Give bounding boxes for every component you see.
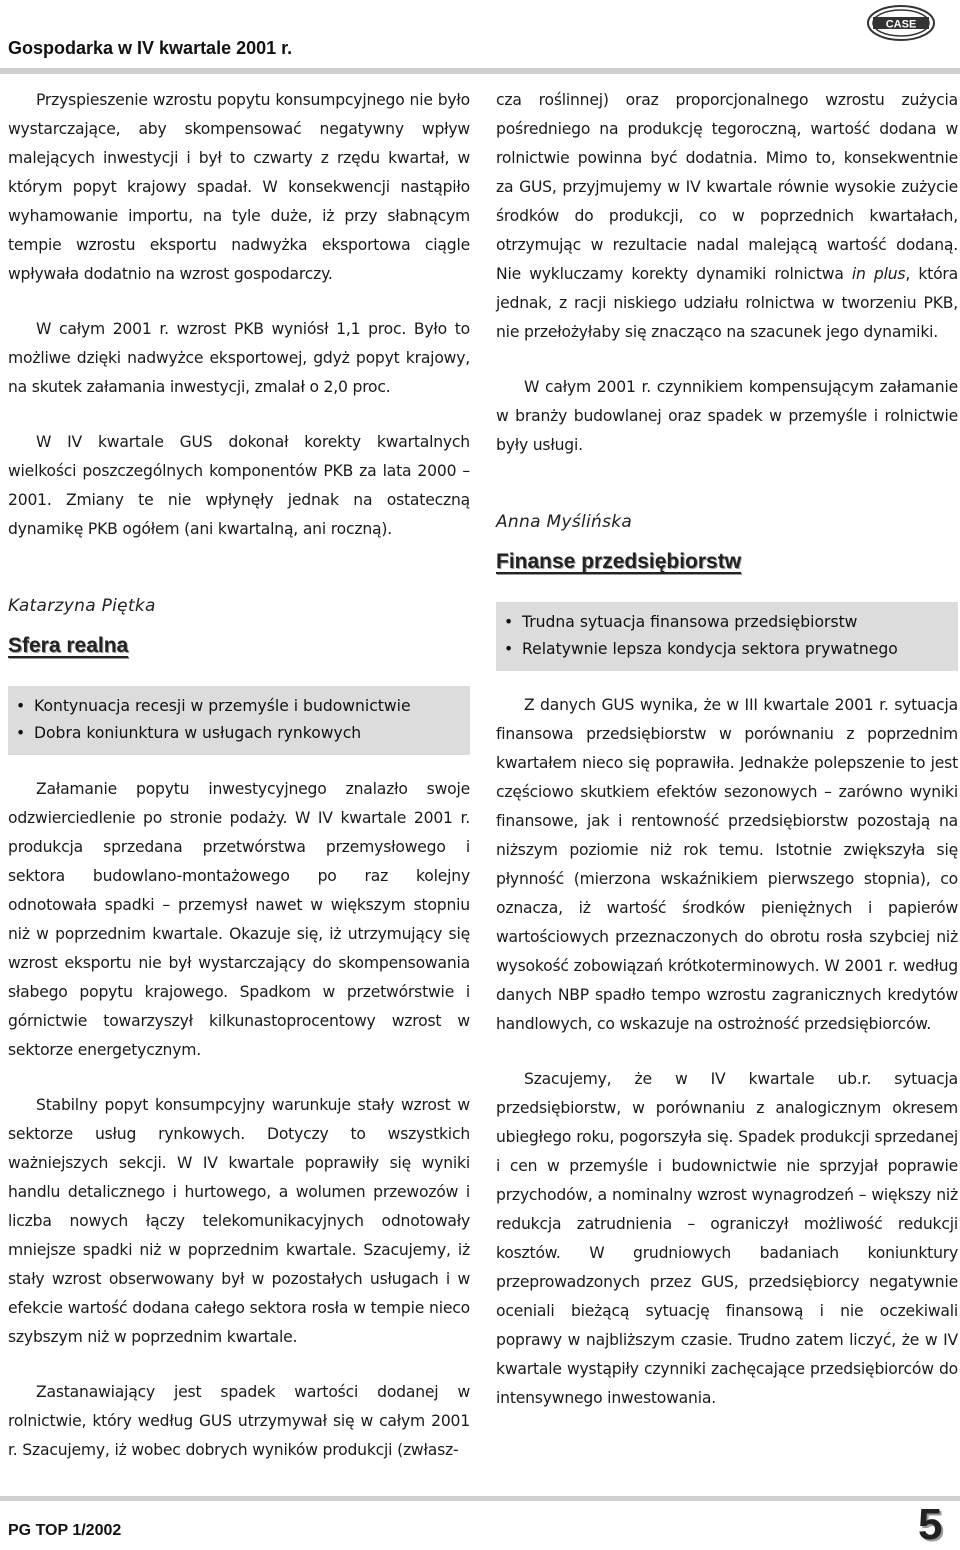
key-points-box [496, 602, 958, 671]
bullet-icon: • [16, 724, 26, 742]
left-paragraph-1: Przyspieszenie wzrostu popytu konsumpcyjnego nie było wystarczające, aby skompensować negatywny wpływ malejących inwestycji i był to czwarty z rzędu kwartał, w którym popyt krajowy spadał. W konsekwencji nastąpiło wyhamowanie importu, na tyle duże, iż przy słabnącym tempie wzrostu eksportu nadwyżka eksportowa ciągle wpływała dodatnio na wzrost gospodarczy. [8, 91, 470, 283]
right-column [496, 86, 958, 1413]
bullet-icon: • [16, 697, 26, 715]
left-paragraph-4: Załamanie popytu inwestycyjnego znalazło swoje odzwierciedlenie po stronie podaży. W IV kwartale 2001 r. produkcja sprzedana przetwórstwa przemysłowego i sektora budowlano-montażowego po raz kolejny odnotowała spadki – przemysł nawet w większym stopniu niż w poprzednim kwartale. Okazuje się, iż utrzymujący się wzrost eksportu nie był wystarczający do skompensowania słabego popytu krajowego. Spadkom w przetwórstwie i górnictwie towarzyszył kilkunastoprocentowy wzrost w sektorze energetycznym. [8, 780, 470, 1059]
running-header-title: Gospodarka w IV kwartale 2001 r. [8, 38, 293, 58]
section-title-sfera-realna: Sfera realna [8, 634, 129, 657]
logo-text: CASE [885, 18, 917, 31]
key-point-item: • Trudna sytuacja finansowa przedsiębiorstw [504, 609, 950, 636]
right-paragraph-4: Szacujemy, że w IV kwartale ub.r. sytuacja przedsiębiorstw, w porównaniu z analogicznym okresem ubiegłego roku, pogorszyła się. Spadek produkcji sprzedanej i cen w przemyśle i budownictwie nie sprzyjał poprawie przychodów, a nominalny wzrost wynagrodzeń – większy niż redukcja zatrudnienia – ograniczył możliwość redukcji kosztów. W grudniowych badaniach koniunktury przeprowadzonych przez GUS, przedsiębiorcy negatywnie oceniali bieżącą sytuację finansową i nie oczekiwali poprawy w najbliższym czasie. Trudno zatem liczyć, że w IV kwartale wystąpiły czynniki zachęcające przedsiębiorców do intensywnego inwestowania. [496, 1070, 958, 1407]
left-paragraph-3: W IV kwartale GUS dokonał korekty kwartalnych wielkości poszczególnych komponentów PKB za lata 2000 – 2001. Zmiany te nie wpłynęły jednak na ostateczną dynamikę PKB ogółem (ani kwartalną, ani roczną). [8, 433, 470, 538]
left-paragraph-2: W całym 2001 r. wzrost PKB wyniósł 1,1 proc. Było to możliwe dzięki nadwyżce eksportowej, gdyż popyt krajowy, na skutek załamania inwestycji, zmalał o 2,0 proc. [8, 320, 470, 396]
key-points-box [8, 686, 470, 755]
key-point-item: • Relatywnie lepsza kondycja sektora prywatnego [504, 636, 950, 663]
left-paragraph-6: Zastanawiający jest spadek wartości dodanej w rolnictwie, który według GUS utrzymywał się w całym 2001 r. Szacujemy, iż wobec dobrych wyników produkcji (zwłasz- [8, 1383, 470, 1459]
publication-label: PG TOP 1/2002 [8, 1522, 122, 1539]
right-paragraph-3: Z danych GUS wynika, że w III kwartale 2001 r. sytuacja finansowa przedsiębiorstw w porównaniu z poprzednim kwartałem nieco się poprawiła. Jednakże polepszenie to jest częściowo skutkiem efektów sezonowych – zarówno wyniki finansowe, jak i rentowność przedsiębiorstw pozostają na niższym poziomie niż rok temu. Istotnie zwiększyła się płynność (mierzona wskaźnikiem pierwszego stopnia), co oznacza, iż wartość środków pieniężnych i papierów wartościowych przeznaczonych do obrotu rosła szybciej niż wysokość zobowiązań krótkoterminowych. W 2001 r. według danych NBP spadło tempo wzrostu zagranicznych kredytów handlowych, co wskazuje na ostrożność przedsiębiorców. [496, 696, 958, 1033]
header-divider [0, 68, 960, 74]
right-paragraph-1: cza roślinnej) oraz proporcjonalnego wzrostu zużycia pośredniego na produkcję tegoroczną, wartość dodana w rolnictwie powinna być dodatnia. Mimo to, konsekwentnie za GUS, przyjmujemy w IV kwartale równie wysokie zużycie środków do produkcji, co w poprzednich kwartałach, otrzymując w rezultacie nadal malejącą wartość dodaną. Nie wykluczamy korekty dynamiki rolnictwa in plus, która jednak, z racji niskiego udziału rolnictwa w tworzeniu PKB, nie przełożyłaby się znacząco na szacunek jego dynamiki. [496, 91, 959, 341]
left-column [8, 86, 470, 1465]
page-number: 5 [918, 1500, 943, 1549]
bullet-icon: • [504, 613, 514, 631]
author-name: Anna Myślińska [496, 512, 633, 532]
section-title-finanse-przedsiebiorstw: Finanse przedsiębiorstw [496, 550, 742, 573]
right-paragraph-2: W całym 2001 r. czynnikiem kompensującym załamanie w branży budowlanej oraz spadek w przemyśle i rolnictwie były usługi. [496, 378, 958, 454]
footer-divider [0, 1496, 960, 1501]
bullet-icon: • [504, 640, 514, 658]
author-name: Katarzyna Piętka [8, 596, 156, 616]
key-point-item: • Kontynuacja recesji w przemyśle i budownictwie [16, 693, 462, 720]
left-paragraph-5: Stabilny popyt konsumpcyjny warunkuje stały wzrost w sektorze usług rynkowych. Dotyczy to wszystkich ważniejszych sekcji. W IV kwartale poprawiły się wyniki handlu detalicznego i hurtowego, a wolumen przewozów i liczba nowych łączy telekomunikacyjnych odnotowały mniejsze spadki niż w poprzednim kwartale. Szacujemy, iż stały wzrost obserwowany był w pozostałych usługach i w efekcie wartość dodana całego sektora rosła w tempie nieco szybszym niż w poprzednim kwartale. [8, 1096, 470, 1346]
case-logo [866, 4, 936, 42]
key-point-item: • Dobra koniunktura w usługach rynkowych [16, 720, 462, 747]
